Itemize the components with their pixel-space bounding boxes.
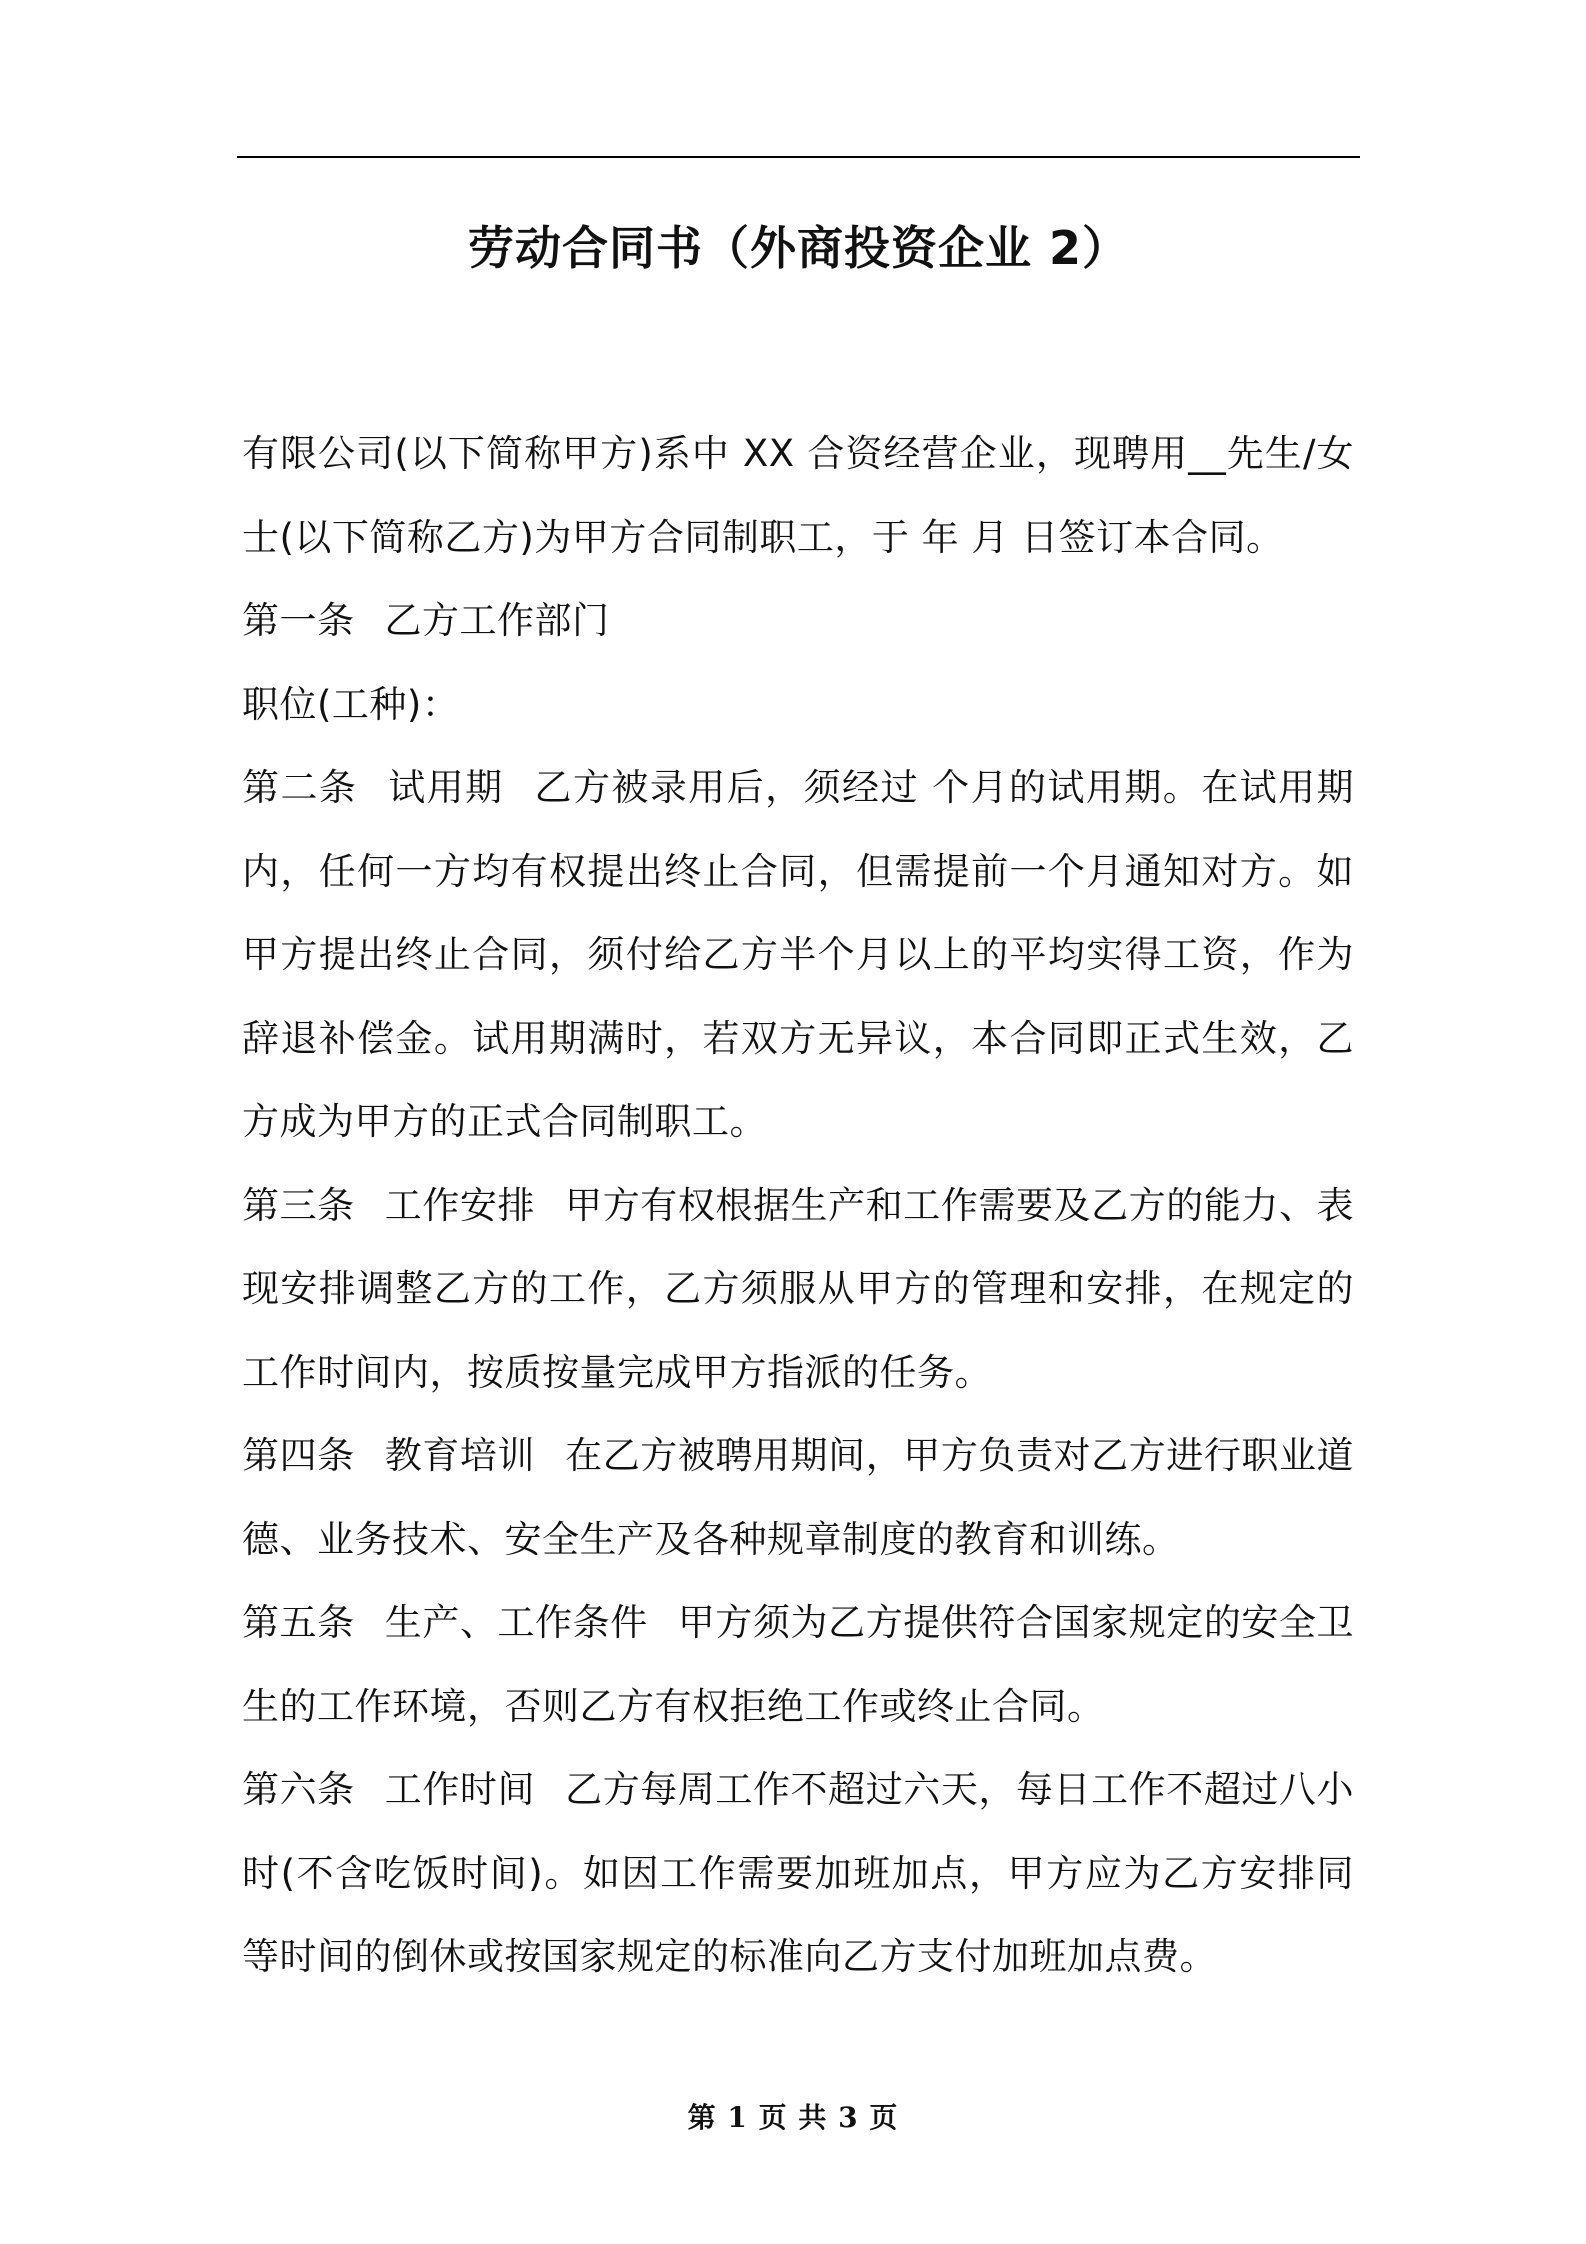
- article-5: [242, 1581, 1354, 1748]
- article-4: [242, 1414, 1354, 1581]
- article-heading: 教育培训: [384, 1434, 536, 1477]
- article-text: 甲方须为乙方提供符合国家规定的安全卫生的工作环境，否则乙方有权拒绝工作或终止合同。: [242, 1601, 1355, 1728]
- document-body: [242, 412, 1354, 1999]
- article-3: [242, 1164, 1354, 1415]
- article-number: 第三条: [242, 1183, 355, 1227]
- article-heading: 试用期: [387, 766, 504, 809]
- article-2: [242, 746, 1354, 1164]
- article-6: [242, 1748, 1354, 1999]
- article-number: 第一条: [242, 599, 355, 642]
- article-text: 甲方有权根据生产和工作需要及乙方的能力、表现安排调整乙方的工作，乙方须服从甲方的管理和安排，在规定的工作时间内，按质按量完成甲方指派的任务。: [242, 1183, 1355, 1394]
- article-text: 在乙方被聘用期间，甲方负责对乙方进行职业道德、业务技术、安全生产及各种规章制度的教育和训练。: [242, 1434, 1355, 1561]
- article-number: 第五条: [242, 1601, 355, 1644]
- intro-paragraph: [242, 412, 1354, 579]
- document-title: 劳动合同书（外商投资企业 2）: [467, 221, 1130, 275]
- position-line: [242, 663, 1354, 747]
- article-number: 第六条: [242, 1768, 355, 1811]
- paragraph-text: 有限公司(以下简称甲方)系中 XX 合资经营企业，现聘用__先生/女士(以下简称乙方)为甲方合同制职工，于 年 月 日签订本合同。: [242, 432, 1354, 559]
- article-heading: 乙方工作部门: [384, 599, 610, 642]
- article-text: 乙方被录用后，须经过 个月的试用期。在试用期内，任何一方均有权提出终止合同，但需提前一个月通知对方。如甲方提出终止合同，须付给乙方半个月以上的平均实得工资，作为辞退补偿金。试用期满时，若双方无异议，本合同即正式生效，乙方成为甲方的正式合同制职工。: [242, 766, 1355, 1143]
- article-text: 乙方每周工作不超过六天，每日工作不超过八小时(不含吃饭时间)。如因工作需要加班加点，甲方应为乙方安排同等时间的倒休或按国家规定的标准向乙方支付加班加点费。: [242, 1768, 1355, 1978]
- article-number: 第二条: [242, 766, 358, 809]
- article-heading: 工作安排: [384, 1183, 536, 1227]
- header-rule: [237, 156, 1360, 158]
- article-heading: 生产、工作条件: [384, 1601, 648, 1644]
- article-number: 第四条: [242, 1434, 355, 1477]
- paragraph-text: 职位(工种)：: [242, 682, 460, 726]
- article-heading: 工作时间: [384, 1768, 536, 1811]
- article-1: [242, 579, 1354, 663]
- page-number: 第 1 页 共 3 页: [687, 2101, 899, 2134]
